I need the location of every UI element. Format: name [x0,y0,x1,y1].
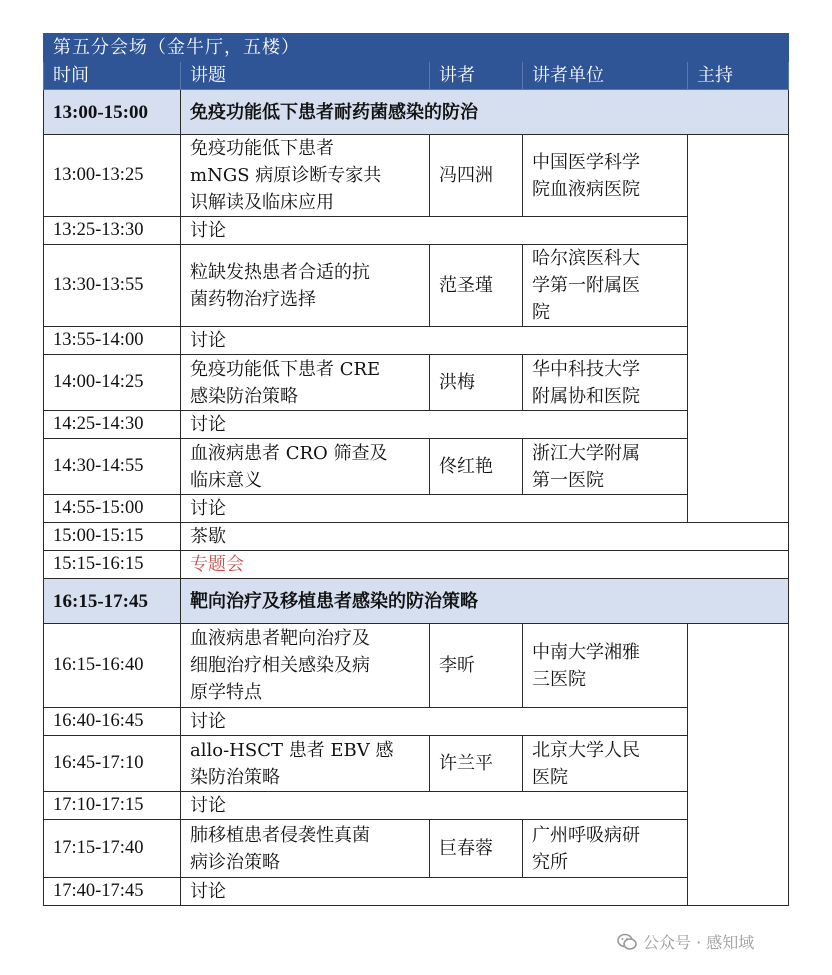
row-topic: 粒缺发热患者合适的抗 菌药物治疗选择 [181,245,430,327]
row-topic: 讨论 [181,411,688,439]
section-title: 靶向治疗及移植患者感染的防治策略 [181,579,789,624]
row-time: 16:15-16:40 [44,624,181,708]
table-row [44,624,789,708]
row-time: 16:40-16:45 [44,708,181,736]
row-speaker: 范圣瑾 [430,245,523,327]
row-unit: 浙江大学附属 第一医院 [523,439,688,495]
table-row [44,495,789,523]
session-title: 第五分会场（金牛厅，五楼） [44,34,789,62]
col-speaker: 讲者 [430,62,523,90]
row-topic: 讨论 [181,878,688,906]
table-row [44,135,789,217]
row-speaker: 许兰平 [430,736,523,792]
row-time: 15:15-16:15 [44,551,181,579]
table-row [44,736,789,792]
table-row [44,708,789,736]
row-topic: 茶歇 [181,523,789,551]
row-speaker: 佟红艳 [430,439,523,495]
row-time: 17:10-17:15 [44,792,181,820]
table-row [44,792,789,820]
row-topic: 讨论 [181,495,688,523]
section-title: 免疫功能低下患者耐药菌感染的防治 [181,90,789,135]
section-time: 16:15-17:45 [44,579,181,624]
row-topic: 免疫功能低下患者 CRE 感染防治策略 [181,355,430,411]
row-speaker: 冯四洲 [430,135,523,217]
row-time: 16:45-17:10 [44,736,181,792]
row-time: 14:00-14:25 [44,355,181,411]
host-cell [688,624,789,906]
row-topic: 讨论 [181,708,688,736]
row-time: 13:00-13:25 [44,135,181,217]
row-time: 13:55-14:00 [44,327,181,355]
row-unit: 北京大学人民 医院 [523,736,688,792]
table-row [44,217,789,245]
row-topic: 肺移植患者侵袭性真菌 病诊治策略 [181,820,430,878]
row-time: 14:25-14:30 [44,411,181,439]
table-row [44,551,789,579]
row-topic: 血液病患者 CRO 筛查及 临床意义 [181,439,430,495]
table-row [44,523,789,551]
table-row [44,355,789,411]
row-time: 14:30-14:55 [44,439,181,495]
section-time: 13:00-15:00 [44,90,181,135]
row-speaker: 李昕 [430,624,523,708]
row-topic: 讨论 [181,217,688,245]
table-row [44,245,789,327]
row-unit: 中国医学科学 院血液病医院 [523,135,688,217]
watermark-text: 公众号 · 感知域 [643,933,755,952]
row-topic: allo-HSCT 患者 EBV 感 染防治策略 [181,736,430,792]
row-unit: 中南大学湘雅 三医院 [523,624,688,708]
row-speaker: 巨春蓉 [430,820,523,878]
table-row [44,327,789,355]
column-header-row [44,62,789,90]
row-unit: 华中科技大学 附属协和医院 [523,355,688,411]
col-host: 主持 [688,62,789,90]
row-topic: 免疫功能低下患者 mNGS 病原诊断专家共 识解读及临床应用 [181,135,430,217]
table-row [44,878,789,906]
table-row [44,439,789,495]
row-time: 13:25-13:30 [44,217,181,245]
row-topic: 讨论 [181,327,688,355]
col-time: 时间 [44,62,181,90]
row-time: 17:15-17:40 [44,820,181,878]
col-topic: 讲题 [181,62,430,90]
row-topic-highlight: 专题会 [181,551,789,579]
row-unit: 哈尔滨医科大 学第一附属医 院 [523,245,688,327]
table-row [44,411,789,439]
row-topic: 讨论 [181,792,688,820]
row-time: 15:00-15:15 [44,523,181,551]
row-time: 14:55-15:00 [44,495,181,523]
row-unit: 广州呼吸病研 究所 [523,820,688,878]
row-time: 17:40-17:45 [44,878,181,906]
table-row [44,820,789,878]
row-topic: 血液病患者靶向治疗及 细胞治疗相关感染及病 原学特点 [181,624,430,708]
section-row [44,90,789,135]
wechat-icon [617,933,637,951]
host-cell [688,135,789,523]
table-title-row [44,34,789,62]
schedule-table [43,33,789,906]
row-time: 13:30-13:55 [44,245,181,327]
section-row [44,579,789,624]
row-speaker: 洪梅 [430,355,523,411]
col-unit: 讲者单位 [523,62,688,90]
watermark [617,930,754,953]
